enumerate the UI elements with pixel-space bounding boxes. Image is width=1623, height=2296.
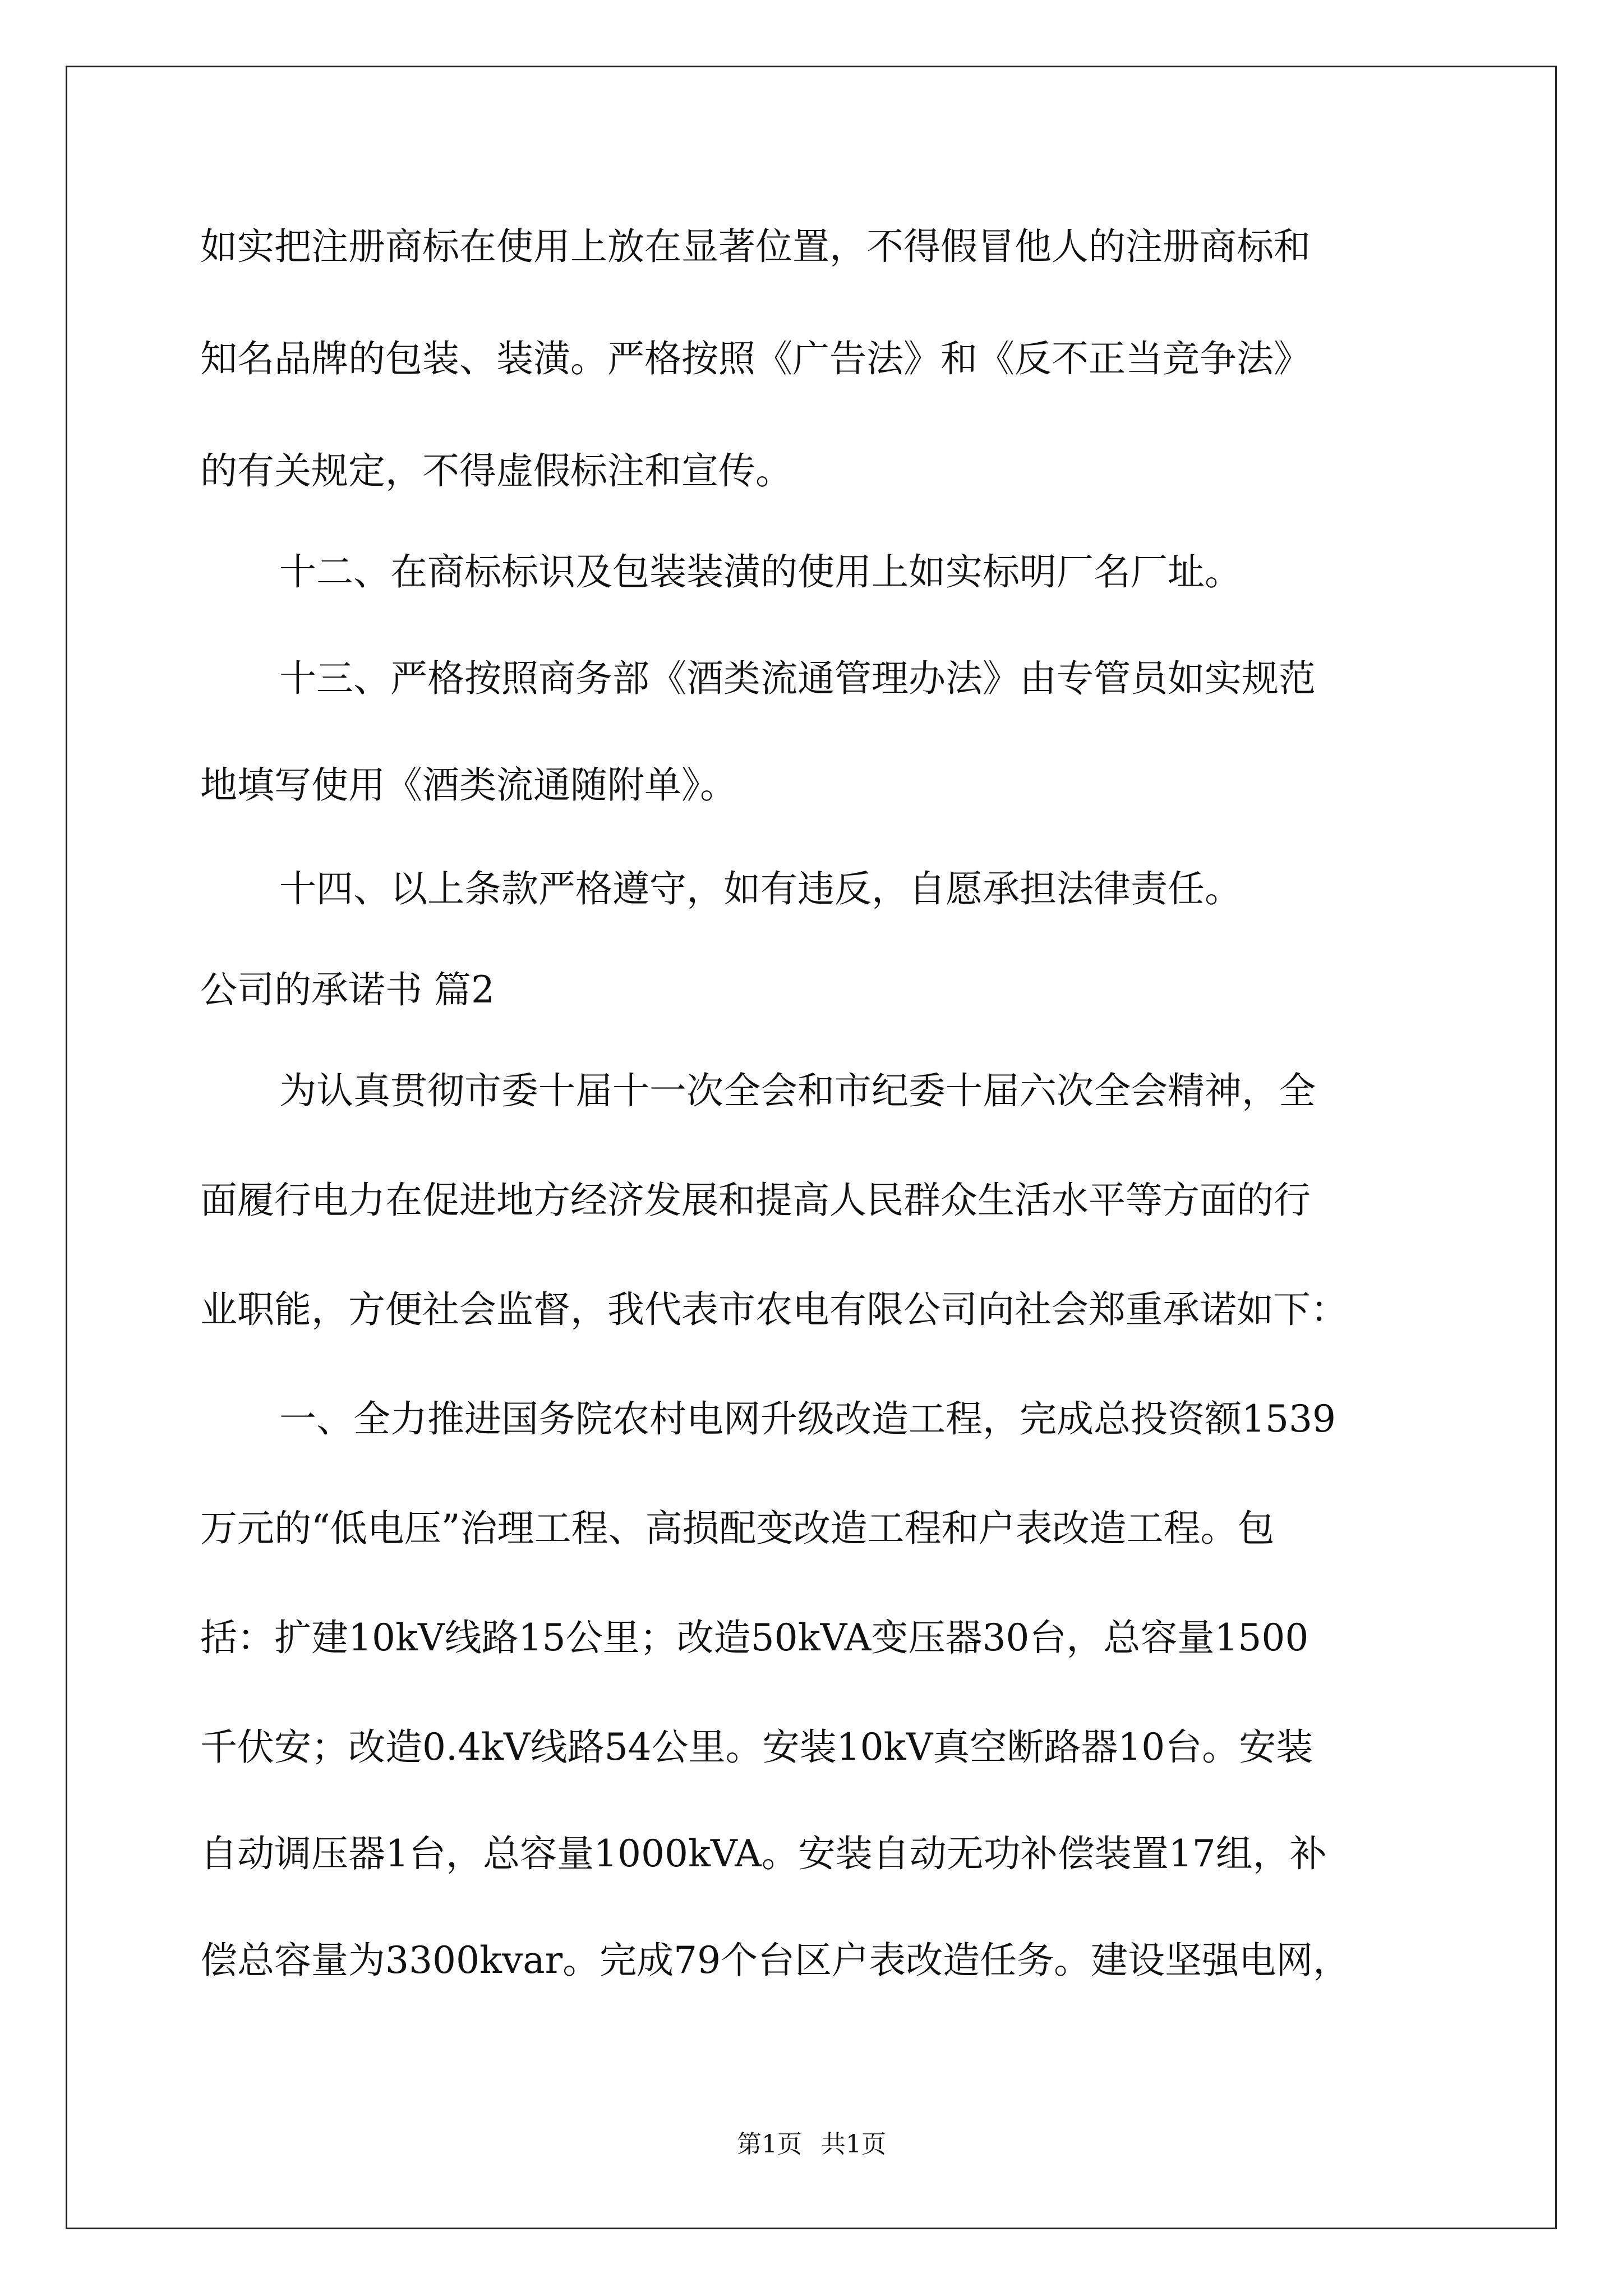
text-line: 业职能，方便社会监督，我代表市农电有限公司向社会郑重承诺如下： <box>200 1288 1348 1331</box>
text-line: 万元的“低电压”治理工程、高损配变改造工程和户表改造工程。包 <box>200 1507 1275 1550</box>
text-line: 千伏安；改造0.4kV线路54公里。安装10kV真空断路器10台。安装 <box>200 1726 1313 1769</box>
page-footer <box>0 2129 1623 2160</box>
text-line: 如实把注册商标在使用上放在显著位置，不得假冒他人的注册商标和 <box>200 225 1311 268</box>
text-line: 知名品牌的包装、装潢。严格按照《广告法》和《反不正当竞争法》 <box>200 337 1311 380</box>
text-line: 自动调压器1台，总容量1000kVA。安装自动无功补偿装置17组，补 <box>200 1832 1327 1875</box>
text-line: 的有关规定，不得虚假标注和宣传。 <box>200 449 792 493</box>
total-page-count: 共1页 <box>821 2130 886 2159</box>
current-page-number: 第1页 <box>737 2130 802 2159</box>
text-line: 面履行电力在促进地方经济发展和提高人民群众生活水平等方面的行 <box>200 1179 1311 1222</box>
text-line: 为认真贯彻市委十届十一次全会和市纪委十届六次全会精神，全 <box>279 1069 1316 1112</box>
text-line: 一、全力推进国务院农村电网升级改造工程，完成总投资额1539 <box>279 1397 1336 1441</box>
text-line: 地填写使用《酒类流通随附单》。 <box>200 763 737 807</box>
text-line: 括：扩建10kV线路15公里；改造50kVA变压器30台，总容量1500 <box>200 1616 1309 1659</box>
section-heading: 公司的承诺书 篇2 <box>200 968 495 1011</box>
text-line: 十二、在商标标识及包装装潢的使用上如实标明厂名厂址。 <box>279 550 1242 593</box>
text-line: 偿总容量为3300kvar。完成79个台区户表改造任务。建设坚强电网， <box>200 1939 1350 1982</box>
text-line: 十四、以上条款严格遵守，如有违反，自愿承担法律责任。 <box>279 867 1242 910</box>
text-line: 十三、严格按照商务部《酒类流通管理办法》由专管员如实规范 <box>279 657 1316 700</box>
page-border <box>66 66 1557 2229</box>
